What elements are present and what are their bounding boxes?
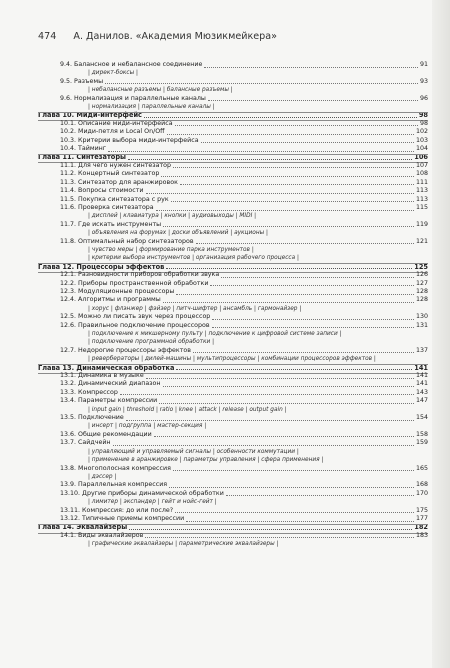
toc-entry-title: 13.5. Подключение: [60, 414, 124, 422]
toc-keywords: [38, 305, 428, 313]
toc-section-entry: [38, 95, 428, 103]
chapter-rule: [38, 364, 428, 365]
toc-section-entry: [38, 78, 428, 86]
toc-entry-title: | инсерт | подгруппа | мастер-секция |: [88, 423, 207, 430]
toc-keywords: [38, 229, 428, 237]
toc-leader-dots: [180, 184, 414, 185]
toc-keywords: [38, 246, 428, 254]
toc-entry-title: Глава 11. Синтезаторы: [38, 153, 126, 162]
toc-leader-dots: [171, 201, 414, 202]
toc-page-number: 141: [415, 372, 428, 380]
toc-page-number: 126: [415, 271, 428, 279]
toc-leader-dots: [193, 352, 414, 353]
toc-entry-title: | ревербераторы | дилей-машины | мультипроцессоры | комбинации процессоров эффектов |: [88, 356, 376, 363]
toc-section-entry: [38, 280, 428, 288]
toc-leader-dots: [201, 142, 414, 143]
toc-section-entry: [38, 145, 428, 153]
toc-page-number: 128: [415, 296, 428, 304]
toc-leader-dots: [163, 302, 414, 303]
chapter-rule: [38, 524, 428, 525]
toc-page-number: 128: [415, 287, 428, 295]
toc-chapter-entry: [38, 153, 428, 161]
toc-leader-dots: [105, 83, 418, 84]
toc-entry-title: 12.2. Приборы пространственной обработки: [60, 279, 209, 287]
toc-leader-dots: [208, 100, 418, 101]
toc-page-number: 106: [414, 153, 428, 162]
toc-page-number: 168: [415, 481, 428, 489]
toc-section-entry: [38, 238, 428, 246]
toc-entry-title: 11.6. Проверка синтезатора: [60, 203, 154, 211]
toc-page-number: 170: [415, 489, 428, 497]
toc-keywords: [38, 422, 428, 430]
toc-keywords: [38, 540, 428, 548]
toc-entry-title: | небалансные разъемы | балансные разъемы |: [88, 87, 233, 94]
page-number: 474: [38, 31, 57, 42]
toc-leader-dots: [210, 285, 414, 286]
toc-leader-dots: [226, 495, 414, 496]
toc-section-entry: [38, 490, 428, 498]
toc-entry-title: | применение в аранжировке | параметры управления | сфера применения |: [88, 457, 324, 464]
toc-entry-title: 13.6. Общие рекомендации: [60, 430, 152, 438]
toc-leader-dots: [196, 243, 414, 244]
toc-keywords: [38, 355, 428, 363]
toc-leader-dots: [128, 159, 412, 160]
toc-entry-title: 13.2. Динамический диапазон: [60, 380, 161, 388]
toc-leader-dots: [113, 445, 414, 446]
toc-entry-title: 12.4. Алгоритмы и программы: [60, 296, 161, 304]
toc-keywords: [38, 498, 428, 506]
toc-entry-title: | лимитер | экспандер | гейт и нойс-гейт |: [88, 499, 217, 506]
toc-section-entry: [38, 439, 428, 447]
toc-page-number: 104: [415, 145, 428, 153]
toc-leader-dots: [212, 327, 414, 328]
toc-entry-title: 9.5. Разъемы: [60, 77, 104, 85]
toc-leader-dots: [169, 487, 414, 488]
toc-page-number: 107: [415, 161, 428, 169]
toc-page-number: 119: [415, 220, 428, 228]
toc-section-entry: [38, 389, 428, 397]
toc-page-number: 159: [415, 439, 428, 447]
toc-keywords: [38, 473, 428, 481]
toc-leader-dots: [144, 117, 417, 118]
toc-page-number: 131: [415, 321, 428, 329]
toc-section-entry: [38, 380, 428, 388]
toc-leader-dots: [146, 378, 414, 379]
toc-section-entry: [38, 271, 428, 279]
toc-entry-title: 13.7. Сайдчейн: [60, 439, 111, 447]
toc-section-entry: [38, 481, 428, 489]
toc-page-number: 137: [415, 346, 428, 354]
toc-page-number: 127: [415, 279, 428, 287]
toc-entry-title: 12.6. Правильное подключение процессоров: [60, 321, 210, 329]
toc-page-number: 182: [414, 523, 428, 532]
toc-section-entry: [38, 313, 428, 321]
toc-section-entry: [38, 296, 428, 304]
toc-entry-title: 13.8. Многополосная компрессия: [60, 464, 171, 472]
toc-entry-title: 12.1. Разновидности приборов обработки звука: [60, 271, 220, 279]
toc-section-entry: [38, 465, 428, 473]
toc-entry-title: | директ-боксы |: [88, 70, 138, 77]
toc-section-entry: [38, 507, 428, 515]
page-gutter: [432, 0, 450, 668]
toc-page-number: 113: [415, 195, 428, 203]
toc-entry-title: | нормализация | параллельные каналы |: [88, 104, 215, 111]
toc-page-number: 143: [415, 388, 428, 396]
toc-chapter-entry: [38, 111, 428, 119]
toc-page-number: 113: [415, 187, 428, 195]
toc-entry-title: 12.3. Модуляционные процессоры: [60, 287, 175, 295]
toc-entry-title: 11.2. Концертный синтезатор: [60, 170, 160, 178]
toc-entry-title: | объявления на форумах | доски объявлений | аукционы |: [88, 230, 268, 237]
toc-page-number: 141: [414, 363, 428, 372]
toc-entry-title: 10.3. Критерии выбора миди-интерфейса: [60, 136, 199, 144]
toc-page-number: 147: [415, 397, 428, 405]
toc-section-entry: [38, 120, 428, 128]
toc-page-number: 103: [415, 136, 428, 144]
toc-leader-dots: [167, 134, 414, 135]
toc-entry-title: 11.3. Синтезатор для аранжировок: [60, 178, 178, 186]
toc-entry-title: 11.5. Покупка синтезатора с рук: [60, 195, 169, 203]
toc-section-entry: [38, 397, 428, 405]
toc-leader-dots: [212, 319, 414, 320]
toc-entry-title: Глава 14. Эквалайзеры: [38, 523, 128, 532]
toc-entry-title: 11.7. Где искать инструменты: [60, 220, 162, 228]
toc-page-number: 154: [415, 414, 428, 422]
toc-page-number: 125: [414, 262, 428, 271]
toc-entry-title: | управляющий и управляемый сигналы | особенности коммутации |: [88, 448, 299, 455]
toc-leader-dots: [221, 277, 414, 278]
toc-section-entry: [38, 196, 428, 204]
toc-entry-title: | подключение программной обработки |: [88, 339, 215, 346]
toc-entry-title: | критерии выбора инструментов | организация рабочего процесса |: [88, 255, 299, 262]
toc-leader-dots: [126, 420, 414, 421]
toc-keywords: [38, 86, 428, 94]
toc-leader-dots: [166, 268, 412, 269]
page-header: [38, 31, 277, 42]
toc-page-number: 91: [419, 61, 428, 68]
toc-leader-dots: [129, 529, 412, 530]
toc-entry-title: 13.11. Компрессия: до или после?: [60, 506, 174, 514]
toc-keywords: [38, 254, 428, 262]
toc-entry-title: 13.1. Динамика в музыке: [60, 372, 144, 380]
toc-leader-dots: [154, 436, 414, 437]
toc-entry-title: 11.8. Оптимальный набор синтезаторов: [60, 237, 194, 245]
toc-page-number: 177: [415, 514, 428, 522]
toc-leader-dots: [108, 151, 414, 152]
toc-entry-title: 10.4. Тайминг: [60, 145, 107, 153]
toc-entry-title: 13.9. Параллельная компрессия: [60, 481, 168, 489]
toc-page-number: 121: [415, 237, 428, 245]
toc-leader-dots: [173, 167, 414, 168]
toc-entry-title: Глава 13. Динамическая обработка: [38, 363, 175, 372]
toc-entry-title: 13.12. Типичные приемы компрессии: [60, 514, 185, 522]
toc-leader-dots: [175, 125, 418, 126]
toc-entry-title: Глава 12. Процессоры эффектов: [38, 262, 165, 271]
toc-entry-title: 10.1. Описание миди-интерфейса: [60, 119, 173, 127]
toc-entry-title: 12.5. Можно ли писать звук через процессор: [60, 313, 211, 321]
toc-page-number: 165: [415, 464, 428, 472]
toc-page-number: 96: [419, 94, 428, 102]
toc-page-number: 141: [415, 380, 428, 388]
toc-entry-title: | хорус | флэнжер | фэйзер | питч-шифтер | ансамбль | гармонайзер |: [88, 305, 302, 312]
toc-keywords: [38, 406, 428, 414]
toc-keywords: [38, 330, 428, 338]
toc-page-number: 115: [415, 203, 428, 211]
toc-section-entry: [38, 414, 428, 422]
toc-section-entry: [38, 532, 428, 540]
toc-page-number: 108: [415, 170, 428, 178]
toc-entry-title: 13.4. Параметры компрессии: [60, 397, 158, 405]
toc-entry-title: 9.6. Нормализация и параллельные каналы: [60, 94, 206, 102]
toc-section-entry: [38, 137, 428, 145]
toc-page-number: 130: [415, 313, 428, 321]
toc-section-entry: [38, 288, 428, 296]
toc-entry-title: 10.2. Миди-петля и Local On/Off: [60, 128, 165, 136]
toc-leader-dots: [186, 521, 414, 522]
toc-entry-title: | чувство меры | формирование парка инструментов |: [88, 246, 254, 253]
toc-keywords: [38, 338, 428, 346]
toc-section-entry: [38, 221, 428, 229]
toc-section-entry: [38, 187, 428, 195]
toc-entry-title: 12.7. Недорогие процессоры эффектов: [60, 346, 191, 354]
chapter-rule: [38, 263, 428, 264]
toc-leader-dots: [176, 294, 414, 295]
toc-page-number: 98: [418, 111, 428, 120]
toc-entry-title: | дисплей | клавиатура | кнопки | аудиовыходы | MIDI |: [88, 213, 257, 220]
toc-entry-title: 11.1. Для чего нужен синтезатор: [60, 161, 171, 169]
toc-leader-dots: [159, 403, 414, 404]
toc-entry-title: 11.4. Вопросы стоимости: [60, 187, 144, 195]
toc-section-entry: [38, 347, 428, 355]
chapter-rule: [38, 112, 428, 113]
toc-leader-dots: [204, 67, 418, 68]
toc-entry-title: 9.4. Балансное и небалансное соединение: [60, 61, 203, 68]
toc-entry-title: | дэссер |: [88, 473, 117, 480]
toc-entry-title: 13.3. Компрессор: [60, 388, 118, 396]
toc-leader-dots: [145, 537, 414, 538]
toc-page-number: 175: [415, 506, 428, 514]
toc-keywords: [38, 456, 428, 464]
toc-leader-dots: [173, 470, 414, 471]
toc-section-entry: [38, 128, 428, 136]
toc-leader-dots: [175, 512, 414, 513]
toc-entry-title: | подключение к микшерному пульту | подключение к цифровой системе записи |: [88, 331, 342, 337]
toc-keywords: [38, 69, 428, 77]
chapter-rule: [38, 154, 428, 155]
toc-page-number: 98: [419, 119, 428, 127]
toc-page-number: 111: [415, 178, 428, 186]
toc-leader-dots: [176, 369, 412, 370]
toc-leader-dots: [146, 193, 414, 194]
running-title: А. Данилов. «Академия Мюзикмейкера»: [73, 31, 278, 42]
toc-entry-title: 13.10. Другие приборы динамической обработки: [60, 489, 224, 497]
toc-entry-title: 14.1. Виды эквалайзеров: [60, 531, 144, 539]
toc-entry-title: | input gain | threshold | ratio | knee | attack | release | output gain |: [88, 406, 287, 413]
toc-keywords: [38, 103, 428, 111]
toc-section-entry: [38, 61, 428, 69]
toc-section-entry: [38, 515, 428, 523]
toc-leader-dots: [120, 394, 414, 395]
toc-section-entry: [38, 170, 428, 178]
toc-page-number: 102: [415, 128, 428, 136]
toc-leader-dots: [163, 386, 414, 387]
toc-page-number: 93: [419, 77, 428, 85]
toc-page-number: 158: [415, 430, 428, 438]
toc-leader-dots: [161, 176, 414, 177]
toc-section-entry: [38, 179, 428, 187]
toc-entry-title: Глава 10. Миди-интерфейс: [38, 111, 142, 120]
toc-entry-title: | графические эквалайзеры | параметрические эквалайзеры |: [88, 541, 279, 548]
toc-section-entry: [38, 204, 428, 212]
table-of-contents: [38, 61, 428, 549]
toc-section-entry: [38, 322, 428, 330]
toc-leader-dots: [156, 210, 414, 211]
toc-page-number: 183: [415, 531, 428, 539]
toc-leader-dots: [163, 226, 414, 227]
toc-keywords: [38, 212, 428, 220]
toc-keywords: [38, 448, 428, 456]
